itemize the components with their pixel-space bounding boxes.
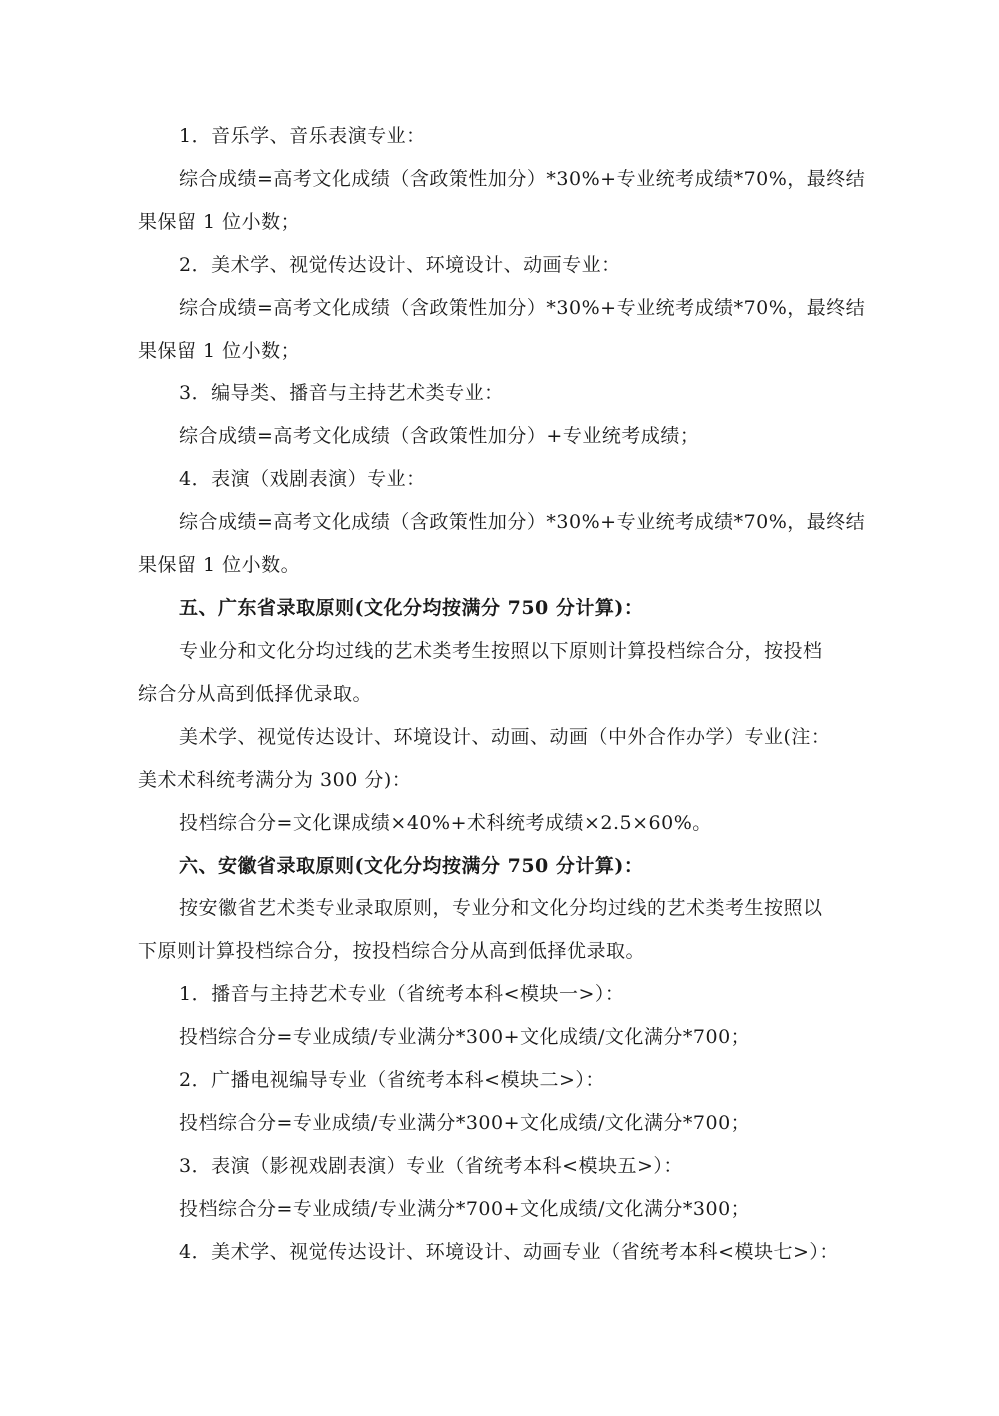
item-directing-heading: 3．编导类、播音与主持艺术类专业： — [179, 382, 504, 404]
anhui-item-broadcasting-heading: 1．播音与主持艺术专业（省统考本科<模块一>）： — [179, 983, 625, 1005]
anhui-item-acting-heading: 3．表演（影视戏剧表演）专业（省统考本科<模块五>）： — [179, 1155, 683, 1177]
anhui-intro-continuation: 下原则计算投档综合分，按投档综合分从高到低择优录取。 — [138, 940, 646, 962]
anhui-tv-directing-formula: 投档综合分=专业成绩/专业满分*300+文化成绩/文化满分*700； — [179, 1112, 751, 1134]
section-guangdong-heading: 五、广东省录取原则(文化分均按满分 750 分计算)： — [179, 597, 644, 619]
item-art-heading: 2．美术学、视觉传达设计、环境设计、动画专业： — [179, 254, 621, 276]
anhui-intro-text: 按安徽省艺术类专业录取原则，专业分和文化分均过线的艺术类考生按照以 — [179, 897, 823, 919]
art-formula-text: 综合成绩=高考文化成绩（含政策性加分）*30%+专业统考成绩*70%，最终结 — [179, 297, 866, 319]
anhui-broadcasting-formula: 投档综合分=专业成绩/专业满分*300+文化成绩/文化满分*700； — [179, 1026, 751, 1048]
item-performance-heading: 4．表演（戏剧表演）专业： — [179, 468, 426, 490]
directing-formula-text: 综合成绩=高考文化成绩（含政策性加分）+专业统考成绩； — [179, 425, 700, 447]
anhui-acting-formula: 投档综合分=专业成绩/专业满分*700+文化成绩/文化满分*300； — [179, 1198, 751, 1220]
guangdong-intro-text: 专业分和文化分均过线的艺术类考生按照以下原则计算投档综合分，按投档 — [179, 640, 823, 662]
performance-formula-continuation: 果保留 1 位小数。 — [138, 554, 301, 576]
music-formula-text: 综合成绩=高考文化成绩（含政策性加分）*30%+专业统考成绩*70%，最终结 — [179, 168, 866, 190]
guangdong-majors-text: 美术学、视觉传达设计、环境设计、动画、动画（中外合作办学）专业(注： — [179, 726, 831, 748]
guangdong-formula-text: 投档综合分=文化课成绩×40%+术科统考成绩×2.5×60%。 — [179, 812, 712, 834]
anhui-item-art-heading: 4．美术学、视觉传达设计、环境设计、动画专业（省统考本科<模块七>）： — [179, 1241, 839, 1263]
section-anhui-heading: 六、安徽省录取原则(文化分均按满分 750 分计算)： — [179, 855, 644, 877]
music-formula-continuation: 果保留 1 位小数； — [138, 211, 301, 233]
guangdong-intro-continuation: 综合分从高到低择优录取。 — [138, 683, 373, 705]
item-music-heading: 1．音乐学、音乐表演专业： — [179, 125, 426, 147]
art-formula-continuation: 果保留 1 位小数； — [138, 340, 301, 362]
anhui-item-tv-directing-heading: 2．广播电视编导专业（省统考本科<模块二>）： — [179, 1069, 605, 1091]
guangdong-majors-continuation: 美术术科统考满分为 300 分)： — [138, 769, 412, 791]
performance-formula-text: 综合成绩=高考文化成绩（含政策性加分）*30%+专业统考成绩*70%，最终结 — [179, 511, 866, 533]
